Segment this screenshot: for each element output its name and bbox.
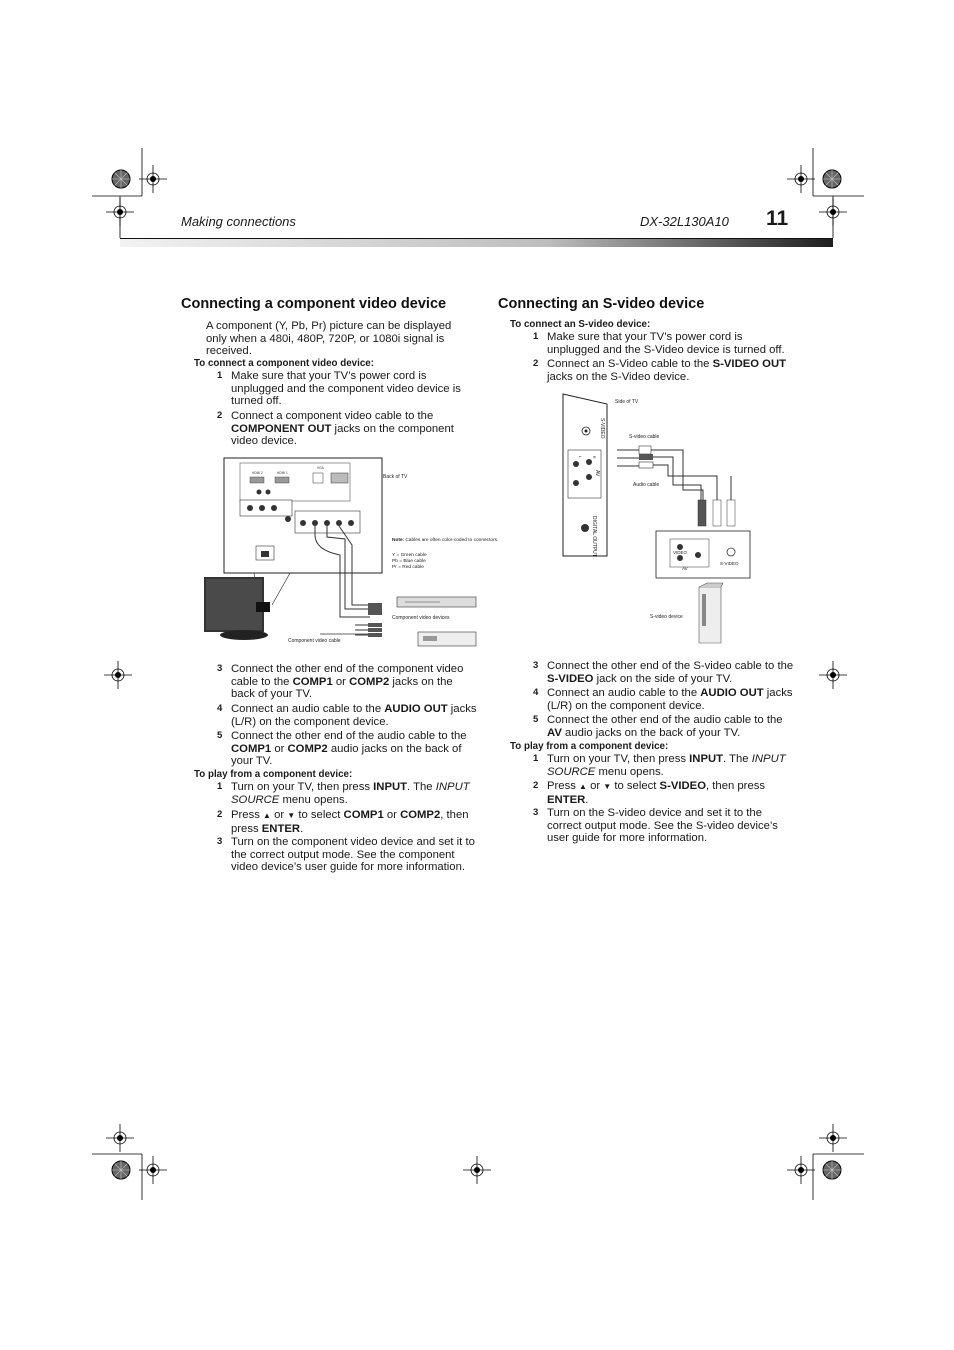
play-svideo-heading: To play from a component device: bbox=[510, 741, 669, 752]
list-item: 1 Turn on your TV, then press INPUT. The INPUT SOURCE menu opens. bbox=[533, 753, 786, 778]
port-label: HDMI 1 bbox=[277, 471, 288, 475]
connect-component-heading: To connect a component video device: bbox=[194, 358, 375, 369]
list-item: 2 Press ▲ or ▼ to select S-VIDEO, then press ENTER. bbox=[533, 780, 766, 806]
device-svideo-label: S-VIDEO bbox=[720, 561, 739, 566]
note-line: Y = Green cable bbox=[392, 553, 427, 558]
list-item: 2 Connect an S-Video cable to the S-VIDEO OUT jacks on the S-Video device. bbox=[533, 358, 787, 383]
audio-cable-label: Audio cable bbox=[633, 482, 660, 488]
tv-svideo-label: S-VIDEO bbox=[599, 418, 605, 439]
component-connection-diagram bbox=[200, 455, 499, 655]
list-item: 3 Turn on the S-video device and set it to the correct output mode. See the S-video device’s user guide for more information. bbox=[533, 807, 778, 845]
note-line: Pb = Blue cable bbox=[392, 559, 426, 564]
devices-label: Component video devices bbox=[392, 615, 450, 621]
tv-digital-label: DIGITAL OUTPUT bbox=[591, 516, 597, 557]
port-label: HDMI 2 bbox=[252, 471, 263, 475]
connect-svideo-heading: To connect an S-video device: bbox=[510, 319, 651, 330]
play-component-heading: To play from a component device: bbox=[194, 769, 353, 780]
list-item: 4 Connect an audio cable to the AUDIO OUT jacks (L/R) on the component device. bbox=[217, 703, 477, 728]
running-header-model: DX-32L130A10 bbox=[640, 214, 729, 229]
down-arrow-icon: ▼ bbox=[603, 782, 612, 791]
side-of-tv-label: Side of TV bbox=[615, 399, 639, 405]
device-video-label: VIDEO bbox=[673, 550, 688, 555]
device-av-label: AV bbox=[682, 566, 688, 571]
jack-label: L bbox=[578, 456, 582, 458]
svideo-connection-diagram bbox=[555, 390, 760, 650]
list-item: 1 Make sure that your TV’s power cord is unplugged and the S-Video device is turned off. bbox=[533, 331, 785, 356]
list-item: 1 Make sure that your TV’s power cord is unplugged and the component video device is turned off. bbox=[217, 370, 461, 408]
section-title-component: Connecting a component video device bbox=[181, 296, 447, 312]
back-of-tv-label: Back of TV bbox=[383, 474, 408, 480]
list-item: 1 Turn on your TV, then press INPUT. The INPUT SOURCE menu opens. bbox=[217, 781, 470, 806]
intro-paragraph: A component (Y, Pb, Pr) picture can be displayed only when a 480i, 480P, 720P, or 1080i signal is received. bbox=[206, 320, 452, 358]
list-item: 2 Connect a component video cable to the COMPONENT OUT jacks on the component video device. bbox=[217, 410, 454, 448]
down-arrow-icon: ▼ bbox=[287, 811, 296, 820]
running-header-section: Making connections bbox=[181, 214, 296, 229]
cable-label: Component video cable bbox=[288, 638, 341, 644]
note-text: Note: Cables are often color-coded to connectors. bbox=[392, 538, 499, 543]
port-label: VGA bbox=[317, 466, 324, 470]
page-number: 11 bbox=[766, 207, 789, 230]
list-item: 3 Connect the other end of the component video cable to the COMP1 or COMP2 jacks on the back of your TV. bbox=[217, 663, 464, 701]
list-item: 3 Turn on the component video device and set it to the correct output mode. See the component video device’s user guide for more information. bbox=[217, 836, 475, 874]
note-line: Pr = Red cable bbox=[392, 565, 424, 570]
up-arrow-icon: ▲ bbox=[263, 811, 271, 820]
list-item: 5 Connect the other end of the audio cable to the AV audio jacks on the back of your TV. bbox=[533, 714, 783, 739]
list-item: 5 Connect the other end of the audio cable to the COMP1 or COMP2 audio jacks on the back of your TV. bbox=[217, 730, 467, 768]
jack-label: R bbox=[592, 456, 596, 459]
tv-av-label: AV bbox=[594, 470, 600, 477]
svideo-device-label: S-video device bbox=[650, 614, 683, 620]
section-title-svideo: Connecting an S-video device bbox=[498, 296, 705, 312]
list-item: 4 Connect an audio cable to the AUDIO OUT jacks (L/R) on the component device. bbox=[533, 687, 793, 712]
up-arrow-icon: ▲ bbox=[579, 782, 587, 791]
list-item: 3 Connect the other end of the S-video cable to the S-VIDEO jack on the side of your TV. bbox=[533, 660, 794, 685]
svideo-cable-label: S-video cable bbox=[629, 434, 660, 440]
list-item: 2 Press ▲ or ▼ to select COMP1 or COMP2, then press ENTER. bbox=[217, 809, 469, 835]
